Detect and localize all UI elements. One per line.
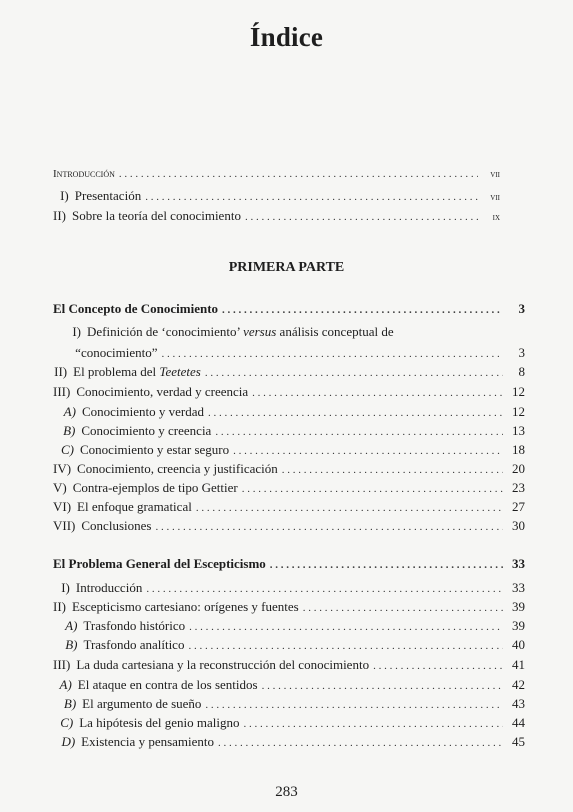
entry-page: 41 xyxy=(512,657,525,672)
entry-label: El argumento de sueño xyxy=(82,696,202,711)
entry-page: 12 xyxy=(512,404,525,419)
entry-number: I) xyxy=(60,188,69,203)
entry-label: Introducción xyxy=(53,168,115,180)
entry-page: 39 xyxy=(512,618,525,633)
entry-letter: A) xyxy=(63,404,76,419)
entry-label: Introducción xyxy=(75,580,143,595)
entry-page: 8 xyxy=(518,364,525,379)
toc-entry-continuation xyxy=(53,345,525,362)
part-title: PRIMERA PARTE xyxy=(228,260,345,275)
dot-leader xyxy=(373,658,503,674)
page-number: 283 xyxy=(275,784,298,800)
entry-page: 3 xyxy=(518,345,525,360)
entry-page: 40 xyxy=(512,637,525,652)
entry-letter: B) xyxy=(63,696,77,711)
entry-label: La duda cartesiana y la reconstrucción del conocimiento xyxy=(76,657,370,672)
dot-leader xyxy=(119,166,478,182)
entry-label: Conocimiento y verdad xyxy=(81,404,204,419)
toc-entry xyxy=(53,384,525,401)
entry-letter: A) xyxy=(59,677,72,692)
toc-subentry xyxy=(53,423,525,440)
chapter-title: El Problema General del Escepticismo xyxy=(53,556,266,571)
entry-page: 30 xyxy=(512,518,525,533)
toc-entry xyxy=(53,518,525,535)
entry-page: vii xyxy=(490,192,500,203)
chapter-heading xyxy=(53,301,525,318)
toc-subentry xyxy=(53,618,525,635)
entry-letter: A) xyxy=(65,618,78,633)
entry-number: II) xyxy=(53,599,66,614)
entry-number: II) xyxy=(53,208,66,223)
dot-leader xyxy=(303,600,503,616)
dot-leader xyxy=(205,697,503,713)
entry-page: vii xyxy=(490,169,500,180)
entry-label: La hipótesis del genio maligno xyxy=(79,715,240,730)
chapter-page: 3 xyxy=(518,301,525,316)
dot-leader xyxy=(244,716,504,732)
dot-leader xyxy=(222,302,503,318)
chapter-page: 33 xyxy=(512,556,525,571)
entry-label: El enfoque gramatical xyxy=(77,499,192,514)
toc-entry xyxy=(53,324,525,340)
dot-leader xyxy=(155,519,503,535)
entry-letter: C) xyxy=(61,442,74,457)
dot-leader xyxy=(161,346,503,362)
entry-label: Contra-ejemplos de tipo Gettier xyxy=(72,480,238,495)
entry-page: ix xyxy=(492,212,500,223)
entry-label: Sobre la teoría del conocimiento xyxy=(72,208,241,223)
dot-leader xyxy=(270,557,503,573)
toc-subentry xyxy=(53,696,525,713)
dot-leader xyxy=(205,365,503,381)
toc-entry-introduccion xyxy=(53,166,500,183)
dot-leader xyxy=(146,581,503,597)
toc-entry xyxy=(53,188,500,206)
entry-number: I) xyxy=(72,324,81,339)
entry-page: 33 xyxy=(512,580,525,595)
toc-subentry xyxy=(53,637,525,654)
entry-letter: C) xyxy=(60,715,74,730)
entry-page: 13 xyxy=(512,423,525,438)
entry-page: 44 xyxy=(512,715,525,730)
dot-leader xyxy=(252,385,503,401)
toc-entry xyxy=(53,657,525,674)
entry-page: 27 xyxy=(512,499,525,514)
toc-entry xyxy=(53,364,525,381)
toc-subentry xyxy=(53,404,525,421)
dot-leader xyxy=(245,209,478,225)
entry-number: I) xyxy=(61,580,70,595)
entry-label: Definición de ‘conocimiento’ versus análisis conceptual de xyxy=(87,324,394,339)
entry-label: Presentación xyxy=(74,188,142,203)
entry-label: “conocimiento” xyxy=(75,345,158,360)
entry-page: 39 xyxy=(512,599,525,614)
toc-subentry xyxy=(53,442,525,459)
entry-number: II) xyxy=(54,364,68,379)
entry-page: 12 xyxy=(512,384,525,399)
dot-leader xyxy=(233,443,503,459)
dot-leader xyxy=(262,678,503,694)
dot-leader xyxy=(215,424,503,440)
dot-leader xyxy=(196,500,503,516)
toc-entry xyxy=(53,580,525,597)
entry-label: Trasfondo histórico xyxy=(83,618,186,633)
entry-label: El ataque en contra de los sentidos xyxy=(77,677,258,692)
entry-number: III) xyxy=(53,384,71,399)
dot-leader xyxy=(208,405,503,421)
page-title: Índice xyxy=(249,22,324,52)
toc-subentry xyxy=(53,715,525,732)
dot-leader xyxy=(242,481,503,497)
entry-label: Existencia y pensamiento xyxy=(81,734,215,749)
toc-entry xyxy=(53,461,525,478)
dot-leader xyxy=(145,189,478,205)
entry-page: 42 xyxy=(512,677,525,692)
entry-letter: D) xyxy=(61,734,76,749)
entry-page: 23 xyxy=(512,480,525,495)
entry-number: VI) xyxy=(53,499,72,514)
chapter-title: El Concepto de Conocimiento xyxy=(53,301,219,316)
entry-number: III) xyxy=(53,657,71,672)
entry-page: 45 xyxy=(512,734,525,749)
chapter-heading xyxy=(53,556,525,573)
entry-label: Conocimiento y creencia xyxy=(81,423,212,438)
dot-leader xyxy=(218,735,503,751)
toc-entry xyxy=(53,499,525,516)
entry-number: IV) xyxy=(53,461,72,476)
entry-letter: B) xyxy=(65,637,78,652)
entry-page: 20 xyxy=(512,461,525,476)
toc-subentry xyxy=(53,677,525,694)
dot-leader xyxy=(282,462,503,478)
entry-label: Conocimiento, creencia y justificación xyxy=(77,461,278,476)
dot-leader xyxy=(188,638,503,654)
dot-leader xyxy=(189,619,503,635)
toc-subentry xyxy=(53,734,525,751)
entry-label: Conocimiento y estar seguro xyxy=(80,442,230,457)
entry-label: Conclusiones xyxy=(81,518,152,533)
entry-number: V) xyxy=(53,480,67,495)
entry-label: Conocimiento, verdad y creencia xyxy=(76,384,249,399)
entry-number: VII) xyxy=(53,518,76,533)
entry-label: Escepticismo cartesiano: orígenes y fuentes xyxy=(72,599,299,614)
entry-label: Trasfondo analítico xyxy=(83,637,185,652)
toc-entry xyxy=(53,599,525,616)
entry-letter: B) xyxy=(63,423,76,438)
entry-page: 43 xyxy=(512,696,525,711)
toc-entry xyxy=(53,480,525,497)
toc-entry xyxy=(53,208,500,226)
entry-page: 18 xyxy=(512,442,525,457)
entry-label: El problema del Teetetes xyxy=(73,364,201,379)
